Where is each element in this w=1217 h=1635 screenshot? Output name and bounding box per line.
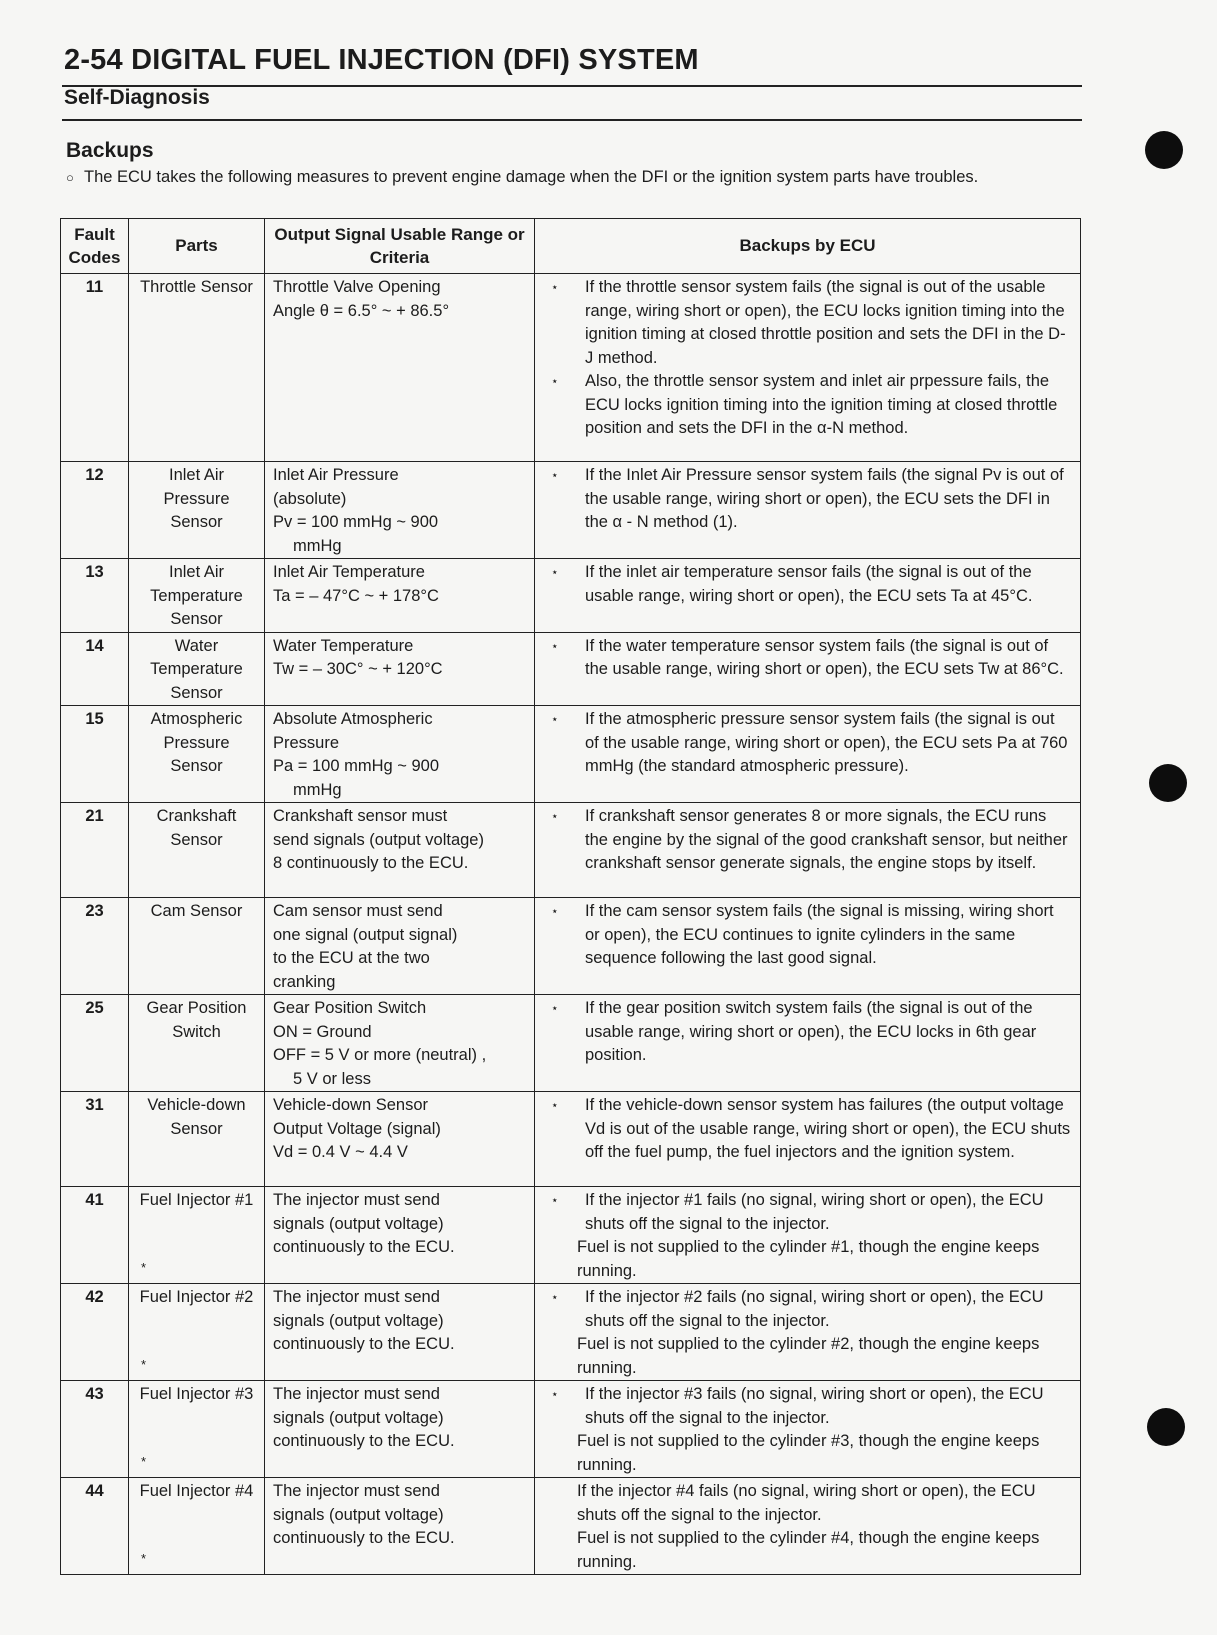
criteria-line: Throttle Valve Opening bbox=[273, 278, 441, 296]
criteria-cell bbox=[265, 706, 535, 803]
fault-code-cell: 44 bbox=[61, 1478, 129, 1575]
criteria-line: Output Voltage (signal) bbox=[273, 1119, 441, 1138]
fault-code-cell: 43 bbox=[61, 1381, 129, 1478]
criteria-line: mmHg bbox=[293, 536, 342, 555]
backup-text: If the gear position switch system fails (the signal is out of the usable range, wiring short or open), the ECU locks in 6th gear position. bbox=[585, 999, 1037, 1064]
backup-cell bbox=[535, 559, 1081, 633]
backups-table bbox=[60, 218, 1081, 1575]
criteria-line: Water Temperature bbox=[273, 636, 414, 655]
star-bullet-icon: ⋆ bbox=[551, 712, 559, 726]
part-cell bbox=[129, 803, 265, 898]
page-title: 2-54 DIGITAL FUEL INJECTION (DFI) SYSTEM bbox=[64, 44, 699, 76]
star-bullet-icon: ⋆ bbox=[551, 1387, 559, 1401]
criteria-line: Angle θ = 6.5° ~ + 86.5° bbox=[273, 301, 450, 320]
criteria-line: The injector must send bbox=[273, 1191, 440, 1209]
star-bullet-icon: ⋆ bbox=[551, 1290, 559, 1304]
part-name: Inlet Air Pressure Sensor bbox=[163, 466, 230, 531]
backup-cell bbox=[535, 1284, 1081, 1381]
table-row bbox=[61, 898, 1081, 995]
part-name: Crankshaft Sensor bbox=[156, 807, 237, 849]
backup-item bbox=[543, 561, 1072, 608]
table-row bbox=[61, 559, 1081, 633]
backup-item bbox=[543, 805, 1072, 876]
criteria-cell bbox=[265, 559, 535, 633]
backup-text: If the throttle sensor system fails (the signal is out of the usable range, wiring short or open), the ECU locks ignition timing into the ignition timing at closed throttle position and sets the DFI in the D-J method. bbox=[585, 278, 1066, 367]
backup-item bbox=[543, 1383, 1072, 1430]
backup-text: If the injector #2 fails (no signal, wiring short or open), the ECU shuts off the signal to the injector. bbox=[585, 1288, 1044, 1330]
part-cell bbox=[129, 706, 265, 803]
criteria-line: signals (output voltage) bbox=[273, 1214, 444, 1233]
star-bullet-icon: ⋆ bbox=[551, 1001, 559, 1015]
header-rule-bottom bbox=[62, 119, 1082, 121]
circle-bullet-icon: ○ bbox=[66, 170, 74, 185]
backup-cell bbox=[535, 1478, 1081, 1575]
part-name: Fuel Injector #1 bbox=[139, 1191, 254, 1209]
backup-text: Fuel is not supplied to the cylinder #4, though the engine keeps running. bbox=[577, 1529, 1040, 1571]
criteria-line: Vehicle-down Sensor bbox=[273, 1096, 429, 1114]
fault-code-cell: 15 bbox=[61, 706, 129, 803]
header-criteria: Output Signal Usable Range or Criteria bbox=[265, 219, 535, 274]
criteria-line: continuously to the ECU. bbox=[273, 1529, 455, 1547]
star-bullet-icon: ⋆ bbox=[551, 374, 559, 388]
backup-text: If the Inlet Air Pressure sensor system fails (the signal Pv is out of the usable range, wiring short or open), the ECU sets the DFI in the α - N method (1). bbox=[585, 466, 1064, 531]
backup-item bbox=[543, 1286, 1072, 1333]
asterisk-mark: * bbox=[141, 1259, 147, 1275]
part-name: Throttle Sensor bbox=[140, 278, 253, 296]
backup-cell bbox=[535, 1092, 1081, 1187]
star-bullet-icon: ⋆ bbox=[551, 280, 559, 294]
backup-text: If the injector #3 fails (no signal, wiring short or open), the ECU shuts off the signal to the injector. bbox=[585, 1385, 1044, 1427]
binder-hole-icon bbox=[1145, 131, 1183, 169]
criteria-line: 5 V or less bbox=[293, 1069, 371, 1088]
bullet-spacer bbox=[543, 1236, 577, 1283]
part-name: Fuel Injector #2 bbox=[139, 1288, 254, 1306]
backup-text: If the injector #1 fails (no signal, wiring short or open), the ECU shuts off the signal to the injector. bbox=[585, 1191, 1044, 1233]
fault-code-cell: 14 bbox=[61, 632, 129, 706]
table-row bbox=[61, 1478, 1081, 1575]
part-name: Cam Sensor bbox=[150, 902, 243, 920]
part-cell bbox=[129, 632, 265, 706]
part-name: Fuel Injector #3 bbox=[139, 1385, 254, 1403]
intro-text: The ECU takes the following measures to prevent engine damage when the DFI or the ignition system parts have troubles. bbox=[84, 168, 979, 186]
criteria-line: ON = Ground bbox=[273, 1022, 372, 1041]
backup-text: If crankshaft sensor generates 8 or more signals, the ECU runs the engine by the signal of the good crankshaft sensor, but neither crankshaft sensor generate signals, the engine stops by itself. bbox=[585, 807, 1068, 872]
part-name: Gear Position Switch bbox=[146, 999, 247, 1041]
backup-text: If the atmospheric pressure sensor system fails (the signal is out of the usable range, wiring short or open), the ECU sets Pa at 760 mmHg (the standard atmospheric pressure). bbox=[585, 710, 1068, 775]
part-cell bbox=[129, 559, 265, 633]
backup-item bbox=[543, 1333, 1072, 1380]
table-row bbox=[61, 1187, 1081, 1284]
criteria-line: send signals (output voltage) bbox=[273, 830, 484, 849]
part-name: Inlet Air Temperature Sensor bbox=[150, 563, 243, 628]
criteria-line: Inlet Air Pressure bbox=[273, 466, 399, 484]
bullet-spacer bbox=[543, 1527, 577, 1574]
backup-item bbox=[543, 997, 1072, 1068]
part-cell bbox=[129, 1381, 265, 1478]
part-cell bbox=[129, 1284, 265, 1381]
part-name: Atmospheric Pressure Sensor bbox=[150, 710, 243, 775]
backup-text: If the vehicle-down sensor system has failures (the output voltage Vd is out of the usable range, wiring short or open), the ECU shuts off the fuel pump, the fuel injectors and the ignition system. bbox=[585, 1096, 1071, 1161]
fault-code-cell: 13 bbox=[61, 559, 129, 633]
backup-cell bbox=[535, 803, 1081, 898]
part-cell bbox=[129, 1478, 265, 1575]
backup-item bbox=[543, 635, 1072, 682]
fault-code-cell: 42 bbox=[61, 1284, 129, 1381]
table-row bbox=[61, 995, 1081, 1092]
criteria-cell bbox=[265, 1187, 535, 1284]
backup-item bbox=[543, 1094, 1072, 1165]
part-cell bbox=[129, 1092, 265, 1187]
criteria-cell bbox=[265, 995, 535, 1092]
header-parts: Parts bbox=[129, 219, 265, 274]
backup-text: If the injector #4 fails (no signal, wiring short or open), the ECU shuts off the signal to the injector. bbox=[577, 1482, 1036, 1524]
backup-item bbox=[543, 464, 1072, 535]
backup-text: Also, the throttle sensor system and inlet air prpessure fails, the ECU locks ignition timing into the ignition timing at closed throttle position and sets the DFI in the α-N method. bbox=[585, 372, 1058, 437]
bullet-spacer bbox=[543, 1333, 577, 1380]
criteria-line: Absolute Atmospheric bbox=[273, 710, 433, 728]
table-header-row bbox=[61, 219, 1081, 274]
criteria-line: to the ECU at the two bbox=[273, 949, 430, 967]
table-row bbox=[61, 1092, 1081, 1187]
fault-code-cell: 31 bbox=[61, 1092, 129, 1187]
criteria-cell bbox=[265, 274, 535, 462]
criteria-cell bbox=[265, 632, 535, 706]
criteria-line: OFF = 5 V or more (neutral) , bbox=[273, 1046, 487, 1064]
table-row bbox=[61, 706, 1081, 803]
criteria-cell bbox=[265, 1381, 535, 1478]
header-rule-top bbox=[62, 85, 1082, 87]
star-bullet-icon: ⋆ bbox=[551, 904, 559, 918]
page-subtitle: Self-Diagnosis bbox=[64, 86, 210, 109]
binder-hole-icon bbox=[1149, 764, 1187, 802]
backup-cell bbox=[535, 274, 1081, 462]
criteria-line: Crankshaft sensor must bbox=[273, 807, 448, 825]
criteria-line: continuously to the ECU. bbox=[273, 1238, 455, 1256]
backup-item bbox=[543, 1527, 1072, 1574]
criteria-line: mmHg bbox=[293, 780, 342, 799]
criteria-line: signals (output voltage) bbox=[273, 1408, 444, 1427]
backup-item bbox=[543, 900, 1072, 971]
binder-hole-icon bbox=[1147, 1408, 1185, 1446]
fault-code-cell: 25 bbox=[61, 995, 129, 1092]
star-bullet-icon: ⋆ bbox=[551, 565, 559, 579]
fault-code-cell: 23 bbox=[61, 898, 129, 995]
fault-code-cell: 41 bbox=[61, 1187, 129, 1284]
table-row bbox=[61, 462, 1081, 559]
criteria-cell bbox=[265, 462, 535, 559]
backup-text: Fuel is not supplied to the cylinder #2, though the engine keeps running. bbox=[577, 1335, 1040, 1377]
backup-item bbox=[543, 276, 1072, 370]
part-cell bbox=[129, 274, 265, 462]
criteria-line: The injector must send bbox=[273, 1288, 440, 1306]
criteria-line: Pressure bbox=[273, 733, 340, 752]
section-heading: Backups bbox=[66, 139, 154, 162]
backup-cell bbox=[535, 632, 1081, 706]
fault-code-cell: 21 bbox=[61, 803, 129, 898]
backup-cell bbox=[535, 462, 1081, 559]
criteria-line: 8 continuously to the ECU. bbox=[273, 854, 469, 872]
asterisk-mark: * bbox=[141, 1356, 147, 1372]
criteria-cell bbox=[265, 803, 535, 898]
fault-code-cell: 12 bbox=[61, 462, 129, 559]
backup-cell bbox=[535, 1381, 1081, 1478]
part-cell bbox=[129, 995, 265, 1092]
backup-item bbox=[543, 708, 1072, 779]
star-bullet-icon: ⋆ bbox=[551, 468, 559, 482]
criteria-line: Inlet Air Temperature bbox=[273, 563, 425, 581]
criteria-cell bbox=[265, 1478, 535, 1575]
criteria-line: continuously to the ECU. bbox=[273, 1335, 455, 1353]
part-name: Vehicle-down Sensor bbox=[147, 1096, 246, 1138]
backup-text: If the cam sensor system fails (the signal is missing, wiring short or open), the ECU continues to ignite cylinders in the same sequence following the last good signal. bbox=[585, 902, 1054, 967]
criteria-line: signals (output voltage) bbox=[273, 1505, 444, 1524]
criteria-line: Tw = – 30C° ~ + 120°C bbox=[273, 660, 443, 678]
criteria-line: The injector must send bbox=[273, 1482, 440, 1500]
part-cell bbox=[129, 1187, 265, 1284]
backup-item bbox=[543, 1430, 1072, 1477]
criteria-line: Pv = 100 mmHg ~ 900 bbox=[273, 513, 439, 531]
criteria-line: Gear Position Switch bbox=[273, 999, 427, 1017]
star-bullet-icon: ⋆ bbox=[551, 1098, 559, 1112]
part-name: Water Temperature Sensor bbox=[150, 636, 243, 702]
intro-paragraph bbox=[66, 166, 1082, 189]
backup-item bbox=[543, 370, 1072, 441]
header-backups: Backups by ECU bbox=[535, 219, 1081, 274]
criteria-line: The injector must send bbox=[273, 1385, 440, 1403]
part-cell bbox=[129, 898, 265, 995]
backup-cell bbox=[535, 706, 1081, 803]
criteria-line: cranking bbox=[273, 972, 336, 991]
criteria-line: Vd = 0.4 V ~ 4.4 V bbox=[273, 1143, 408, 1161]
backup-text: If the water temperature sensor system fails (the signal is out of the usable range, wiring short or open), the ECU sets Tw at 86°C. bbox=[585, 636, 1064, 678]
header-fault-codes: Fault Codes bbox=[61, 219, 129, 274]
table-row bbox=[61, 803, 1081, 898]
criteria-line: (absolute) bbox=[273, 489, 347, 508]
table-row bbox=[61, 632, 1081, 706]
table-row bbox=[61, 1284, 1081, 1381]
backup-cell bbox=[535, 1187, 1081, 1284]
criteria-cell bbox=[265, 1092, 535, 1187]
criteria-line: signals (output voltage) bbox=[273, 1311, 444, 1330]
star-bullet-icon: ⋆ bbox=[551, 1193, 559, 1207]
asterisk-mark: * bbox=[141, 1550, 147, 1566]
criteria-cell bbox=[265, 1284, 535, 1381]
criteria-line: Pa = 100 mmHg ~ 900 bbox=[273, 757, 440, 775]
backup-item bbox=[543, 1189, 1072, 1236]
asterisk-mark: * bbox=[141, 1453, 147, 1469]
star-bullet-icon: ⋆ bbox=[551, 809, 559, 823]
backup-item bbox=[543, 1236, 1072, 1283]
bullet-spacer bbox=[543, 1480, 577, 1527]
star-bullet-icon: ⋆ bbox=[551, 638, 559, 653]
table-row bbox=[61, 274, 1081, 462]
fault-code-cell: 11 bbox=[61, 274, 129, 462]
backup-text: If the inlet air temperature sensor fails (the signal is out of the usable range, wiring short or open), the ECU sets Ta at 45°C. bbox=[585, 563, 1033, 605]
backup-text: Fuel is not supplied to the cylinder #1, though the engine keeps running. bbox=[577, 1238, 1040, 1280]
criteria-line: Cam sensor must send bbox=[273, 902, 443, 920]
backup-cell bbox=[535, 898, 1081, 995]
backup-cell bbox=[535, 995, 1081, 1092]
table-row bbox=[61, 1381, 1081, 1478]
criteria-cell bbox=[265, 898, 535, 995]
criteria-line: one signal (output signal) bbox=[273, 925, 458, 944]
criteria-line: Ta = – 47°C ~ + 178°C bbox=[273, 586, 439, 605]
bullet-spacer bbox=[543, 1430, 577, 1477]
backup-text: Fuel is not supplied to the cylinder #3, though the engine keeps running. bbox=[577, 1432, 1040, 1474]
criteria-line: continuously to the ECU. bbox=[273, 1432, 455, 1450]
part-cell bbox=[129, 462, 265, 559]
backup-item bbox=[543, 1480, 1072, 1527]
part-name: Fuel Injector #4 bbox=[139, 1482, 254, 1500]
